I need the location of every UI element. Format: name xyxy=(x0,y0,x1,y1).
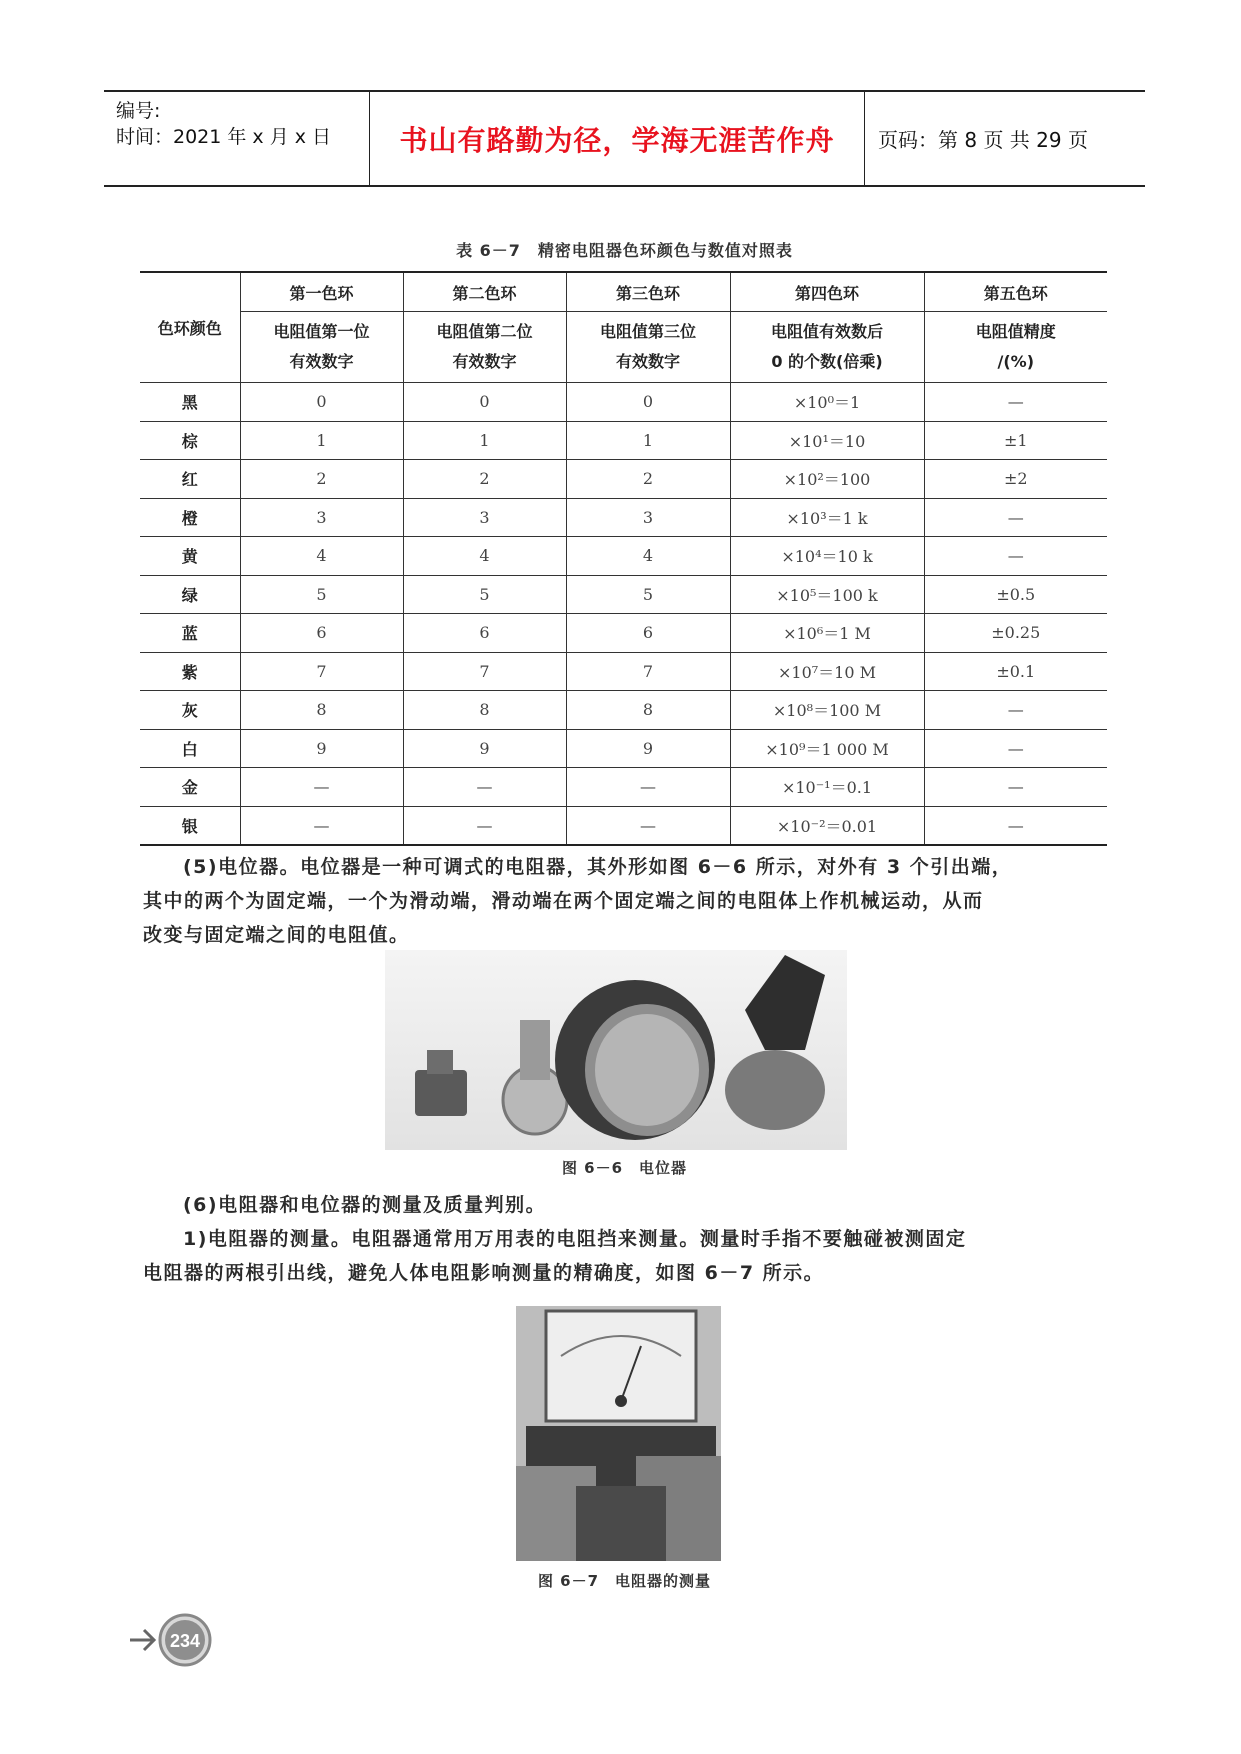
ring-header: 第五色环 xyxy=(924,272,1107,312)
value-cell: — xyxy=(924,729,1107,768)
value-cell: ±0.5 xyxy=(924,575,1107,614)
value-cell: 3 xyxy=(240,498,403,537)
color-name-cell: 橙 xyxy=(140,498,240,537)
value-cell: — xyxy=(924,768,1107,807)
value-cell: — xyxy=(924,383,1107,422)
value-cell: 1 xyxy=(240,421,403,460)
color-name-cell: 棕 xyxy=(140,421,240,460)
value-cell: 3 xyxy=(403,498,566,537)
color-name-cell: 红 xyxy=(140,460,240,499)
header-right-cell xyxy=(866,92,1145,185)
figure-6-6-caption: 图 6－6 电位器 xyxy=(561,1159,688,1177)
value-cell: 7 xyxy=(403,652,566,691)
ring-header: 第三色环 xyxy=(566,272,730,312)
value-cell: ×10⁻²＝0.01 xyxy=(730,806,924,845)
table-row xyxy=(140,614,1107,653)
value-cell: ×10⁻¹＝0.1 xyxy=(730,768,924,807)
value-cell: ±0.1 xyxy=(924,652,1107,691)
value-cell: ±0.25 xyxy=(924,614,1107,653)
table-row xyxy=(140,768,1107,807)
value-cell: 2 xyxy=(566,460,730,499)
table-subheader-row xyxy=(140,312,1107,383)
motto: 书山有路勤为径，学海无涯苦作舟 xyxy=(399,123,835,157)
value-cell: — xyxy=(240,806,403,845)
value-cell: 7 xyxy=(240,652,403,691)
value-cell: 8 xyxy=(240,691,403,730)
value-cell: 4 xyxy=(403,537,566,576)
meaning-header: 电阻值有效数后 0 的个数(倍乘) xyxy=(730,312,924,383)
ring-header: 第四色环 xyxy=(730,272,924,312)
color-name-cell: 灰 xyxy=(140,691,240,730)
value-cell: — xyxy=(924,537,1107,576)
table-row xyxy=(140,421,1107,460)
table-row xyxy=(140,383,1107,422)
value-cell: ×10²＝100 xyxy=(730,460,924,499)
page-info: 页码：第 8 页 共 29 页 xyxy=(878,128,1088,152)
value-cell: 5 xyxy=(566,575,730,614)
color-name-cell: 银 xyxy=(140,806,240,845)
value-cell: 4 xyxy=(566,537,730,576)
value-cell: — xyxy=(924,498,1107,537)
value-cell: 6 xyxy=(566,614,730,653)
potentiometer-photo xyxy=(385,950,847,1150)
value-cell: ×10⁶＝1 M xyxy=(730,614,924,653)
table-row xyxy=(140,691,1107,730)
value-cell: 0 xyxy=(403,383,566,422)
table-row xyxy=(140,575,1107,614)
header-middle-cell xyxy=(370,92,865,185)
color-name-cell: 黑 xyxy=(140,383,240,422)
value-cell: ×10⁰＝1 xyxy=(730,383,924,422)
color-name-cell: 黄 xyxy=(140,537,240,576)
value-cell: 9 xyxy=(403,729,566,768)
number-label: 编号: xyxy=(116,100,161,122)
value-cell: 1 xyxy=(566,421,730,460)
figure-6-7-caption: 图 6－7 电阻器的测量 xyxy=(537,1572,712,1590)
value-cell: 7 xyxy=(566,652,730,691)
value-cell: 0 xyxy=(566,383,730,422)
table-row xyxy=(140,460,1107,499)
value-cell: — xyxy=(403,768,566,807)
paragraph-resistor-measurement: 1)电阻器的测量。电阻器通常用万用表的电阻挡来测量。测量时手指不要触碰被测固定 电阻器的两根引出线，避免人体电阻影响测量的精确度，如图 6－7 所示。 xyxy=(143,1228,967,1284)
table-header-row xyxy=(140,272,1107,312)
value-cell: ×10¹＝10 xyxy=(730,421,924,460)
value-cell: 2 xyxy=(403,460,566,499)
value-cell: 0 xyxy=(240,383,403,422)
value-cell: — xyxy=(566,806,730,845)
value-cell: 9 xyxy=(566,729,730,768)
value-cell: 5 xyxy=(403,575,566,614)
value-cell: — xyxy=(924,691,1107,730)
meaning-header: 电阻值第一位 有效数字 xyxy=(240,312,403,383)
value-cell: ×10⁹＝1 000 M xyxy=(730,729,924,768)
ring-header: 第二色环 xyxy=(403,272,566,312)
color-name-cell: 白 xyxy=(140,729,240,768)
value-cell: ±1 xyxy=(924,421,1107,460)
value-cell: 2 xyxy=(240,460,403,499)
value-cell: 6 xyxy=(240,614,403,653)
table-row xyxy=(140,498,1107,537)
meaning-header: 电阻值第二位 有效数字 xyxy=(403,312,566,383)
table-body xyxy=(140,383,1107,846)
value-cell: — xyxy=(240,768,403,807)
color-name-cell: 绿 xyxy=(140,575,240,614)
value-cell: — xyxy=(403,806,566,845)
paragraph-measurement-heading: (6)电阻器和电位器的测量及质量判别。 xyxy=(183,1194,547,1216)
value-cell: ×10⁷＝10 M xyxy=(730,652,924,691)
color-code-table xyxy=(140,271,1107,846)
ring-header: 第一色环 xyxy=(240,272,403,312)
value-cell: 1 xyxy=(403,421,566,460)
value-cell: ×10⁵＝100 k xyxy=(730,575,924,614)
value-cell: 4 xyxy=(240,537,403,576)
table-row xyxy=(140,652,1107,691)
page-header xyxy=(104,90,1145,187)
value-cell: 8 xyxy=(403,691,566,730)
table-row xyxy=(140,729,1107,768)
color-name-cell: 金 xyxy=(140,768,240,807)
table-caption: 表 6－7 精密电阻器色环颜色与数值对照表 xyxy=(456,241,793,260)
meaning-header: 电阻值第三位 有效数字 xyxy=(566,312,730,383)
value-cell: 9 xyxy=(240,729,403,768)
value-cell: 6 xyxy=(403,614,566,653)
paragraph-potentiometer: (5)电位器。电位器是一种可调式的电阻器，其外形如图 6－6 所示，对外有 3 个引出端， 其中的两个为固定端，一个为滑动端，滑动端在两个固定端之间的电阻体上作机械运动，从而 改变与固定端之间的电阻值。 xyxy=(143,856,1013,946)
header-left-cell xyxy=(104,92,370,185)
value-cell: ±2 xyxy=(924,460,1107,499)
value-cell: ×10⁴＝10 k xyxy=(730,537,924,576)
value-cell: — xyxy=(924,806,1107,845)
color-name-cell: 紫 xyxy=(140,652,240,691)
value-cell: ×10⁸＝100 M xyxy=(730,691,924,730)
multimeter-photo xyxy=(516,1306,721,1561)
value-cell: 3 xyxy=(566,498,730,537)
page-number-badge xyxy=(128,1612,223,1672)
arrow-icon xyxy=(130,1630,154,1650)
time-label: 时间：2021 年 x 月 x 日 xyxy=(116,126,332,148)
value-cell: 5 xyxy=(240,575,403,614)
value-cell: — xyxy=(566,768,730,807)
value-cell: ×10³＝1 k xyxy=(730,498,924,537)
table-row xyxy=(140,806,1107,845)
table-row xyxy=(140,537,1107,576)
corner-header: 色环颜色 xyxy=(140,272,240,383)
page-number: 234 xyxy=(169,1631,201,1651)
color-name-cell: 蓝 xyxy=(140,614,240,653)
meaning-header: 电阻值精度 /(%) xyxy=(924,312,1107,383)
value-cell: 8 xyxy=(566,691,730,730)
